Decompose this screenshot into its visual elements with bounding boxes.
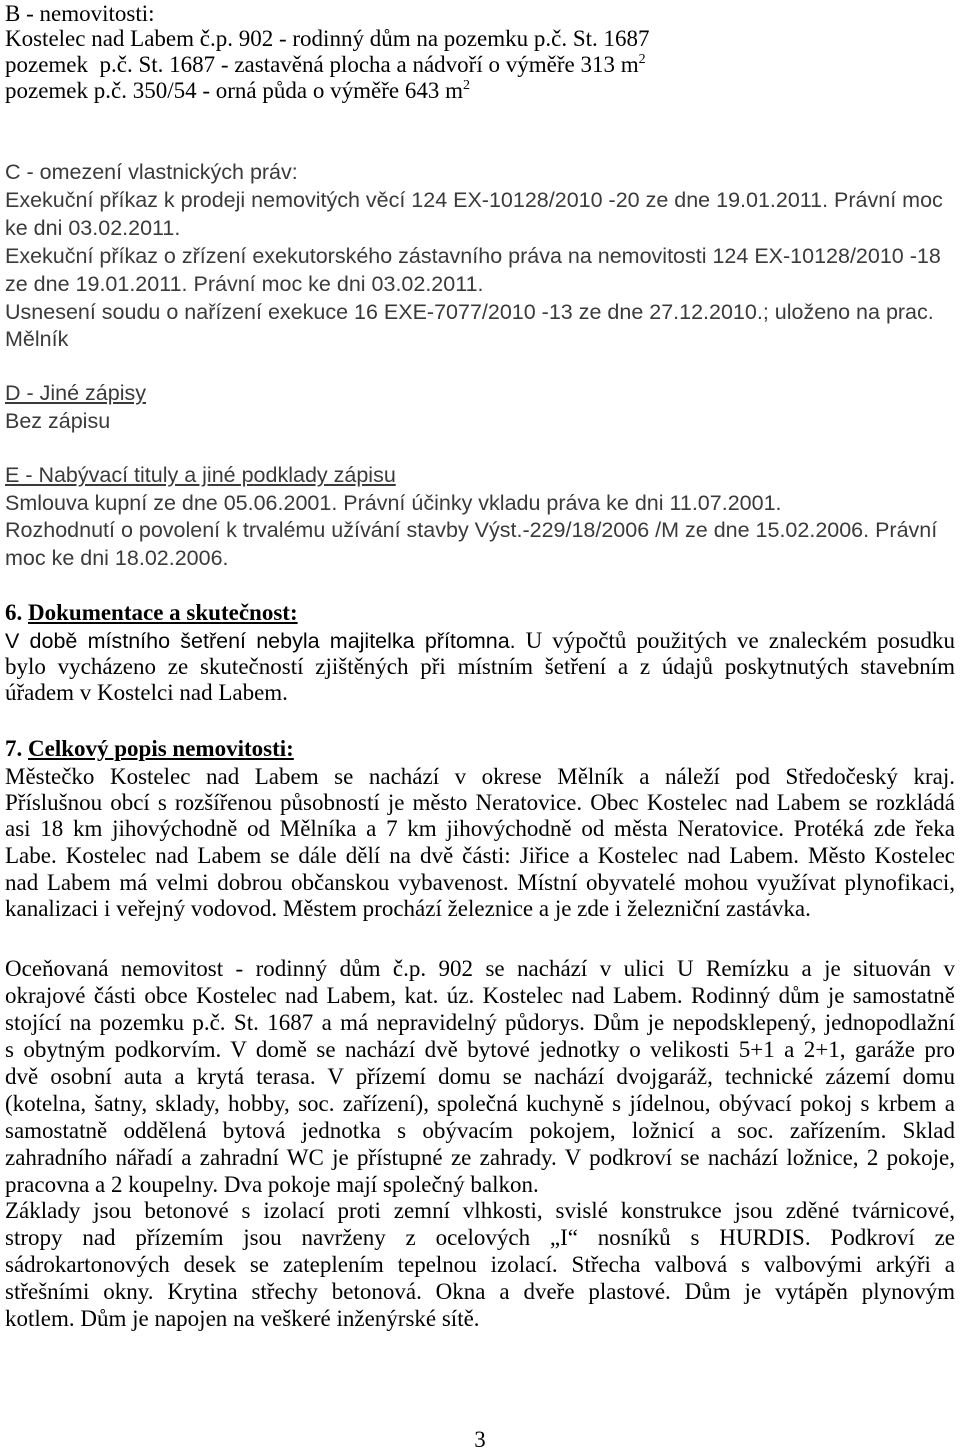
section-7-paragraph-1-line: Příslušnou obcí s rozšířenou působností je město Neratovice. Obec Kostelec nad Labem se rozkládá [5,790,955,815]
section-6-line: úřadem v Kostelci nad Labem. [5,680,288,705]
section-6-line-text: U výpočtů použitých ve znaleckém posudku [525,628,956,653]
section-6-lead-sentence: V době místního šetření nebyla majitelka přítomna. [5,629,516,653]
section-b-line-text: pozemek p.č. 350/54 - orná půda o výměře 643 m [5,78,463,103]
section-7-paragraph-3-line: sádrokartonových desek se zateplením tepelnou izolací. Střecha valbová s valbovými arkýři a [5,1252,955,1277]
section-6-line [5,627,955,654]
section-c-line: ze dne 19.01.2011. Právní moc ke dni 03.02.2011. [5,272,484,296]
section-e-line: Rozhodnutí o povolení k trvalému užívání stavby Výst.-229/18/2006 /M ze dne 15.02.2006. Právní [5,518,938,542]
section-7-paragraph-1-line: nad Labem má velmi dobrou občanskou vybavenost. Místní obyvatelé mohou využívat plynofikaci, [5,870,955,895]
section-d-heading-text: D - Jiné zápisy [5,381,146,405]
section-6-heading [5,599,955,626]
section-7-paragraph-2-line: s obytným podkorvím. V domě se nachází dvě bytové jednotky o velikosti 5+1 a 2+1, garáže pro [5,1037,955,1062]
area-unit-exponent: 2 [462,78,470,93]
section-e-line: moc ke dni 18.02.2006. [5,546,229,570]
section-b-heading: B - nemovitosti: [5,1,155,26]
section-7-paragraph-3-line: Základy jsou betonové s izolací proti zemní vlhkosti, svislé konstrukce jsou zděné tvárnicové, [5,1198,955,1223]
section-7-paragraph-3-line: stropy nad přízemím jsou navrženy z ocelových „I“ nosníků s HURDIS. Podkroví ze [5,1225,955,1250]
section-7-paragraph-2-line: okrajové části obce Kostelec nad Labem, kat. úz. Kostelec nad Labem. Rodinný dům je samostatně [5,983,955,1008]
section-7-paragraph-2-line: pracovna a 2 koupelny. Dva pokoje mají společný balkon. [5,1172,539,1197]
section-c-line: ke dni 03.02.2011. [5,216,181,240]
section-7-paragraph-1-line: Městečko Kostelec nad Labem se nachází v okrese Mělník a náleží pod Středočeský kraj. [5,764,955,789]
section-7-heading [5,735,955,762]
section-6-number: 6. [5,600,23,625]
section-e-heading-text: E - Nabývací tituly a jiné podklady zápisu [5,463,396,487]
section-6-line: bylo vycházeno ze skutečností zjištěných při místním šetření a z údajů poskytnutých stavebním [5,654,955,679]
section-e-heading [5,462,955,489]
section-7-paragraph-1-line: kanalizaci i veřejný vodovod. Městem prochází železnice a je zde i železniční zastávka. [5,896,811,921]
area-unit-exponent: 2 [638,52,646,67]
section-b-line [5,77,955,104]
section-b-line [5,51,955,78]
section-7-paragraph-3-line: střešními okny. Krytina střechy betonová. Okna a dveře plastové. Dům je vytápěn plynovým [5,1279,955,1304]
page-number: 3 [474,1427,486,1451]
section-7-paragraph-2-line: Oceňovaná nemovitost - rodinný dům č.p. 902 se nachází v ulici U Remízku a je situován v [5,956,955,981]
section-e-line: Smlouva kupní ze dne 05.06.2001. Právní účinky vkladu práva ke dni 11.07.2001. [5,491,782,515]
section-d-heading [5,380,955,407]
section-7-paragraph-3-line: kotlem. Dům je napojen na veškeré inženýrské sítě. [5,1306,480,1331]
section-7-paragraph-1-line: Labe. Kostelec nad Labem se dále dělí na dvě části: Jiřice a Kostelec nad Labem. Město Kostelec [5,843,955,868]
section-7-paragraph-2-line: stojící na pozemku p.č. St. 1687 a má nepravidelný půdorys. Dům je nepodsklepený, jednopodlažní [5,1010,955,1035]
section-7-number: 7. [5,736,23,761]
section-c-line: Usnesení soudu o nařízení exekuce 16 EXE-7077/2010 -13 ze dne 27.12.2010.; uloženo na prac. [5,300,934,324]
section-c-line: Exekuční příkaz k prodeji nemovitých věcí 124 EX-10128/2010 -20 ze dne 19.01.2011. Právní moc [5,188,943,212]
section-7-paragraph-2-line: dvě osobní auta a krytá terasa. V přízemí domu se nachází dvojgaráž, technické zázemí domu [5,1064,955,1089]
section-7-paragraph-2-line: zahradního nářadí a zahradní WC je přístupné ze zahrady. V podkroví se nachází ložnice, 2 pokoje, [5,1145,955,1170]
section-7-paragraph-2-line: (kotelna, šatny, sklady, hobby, soc. zařízení), společná kuchyně s jídelnou, obývací pokoj s krbem a [5,1091,955,1116]
section-c-line: Exekuční příkaz o zřízení exekutorského zástavního práva na nemovitosti 124 EX-10128/2010 -18 [5,244,941,268]
section-7-title: Celkový popis nemovitosti: [28,736,294,761]
section-7-paragraph-1-line: asi 18 km jihovýchodně od Mělníka a 7 km jihovýchodně od města Neratovice. Protéká zde řeka [5,816,955,841]
section-c-line: Mělník [5,327,69,351]
section-6-title: Dokumentace a skutečnost: [28,600,298,625]
section-d-line: Bez zápisu [5,409,111,433]
section-c-heading: C - omezení vlastnických práv: [5,160,298,184]
section-b-line: Kostelec nad Labem č.p. 902 - rodinný dům na pozemku p.č. St. 1687 [5,26,650,51]
section-7-paragraph-2-line: samostatně oddělená bytová jednotka s obývacím pokojem, ložnicí a soc. zařízením. Sklad [5,1118,955,1143]
section-b-line-text: pozemek p.č. St. 1687 - zastavěná plocha a nádvoří o výměře 313 m [5,52,639,77]
